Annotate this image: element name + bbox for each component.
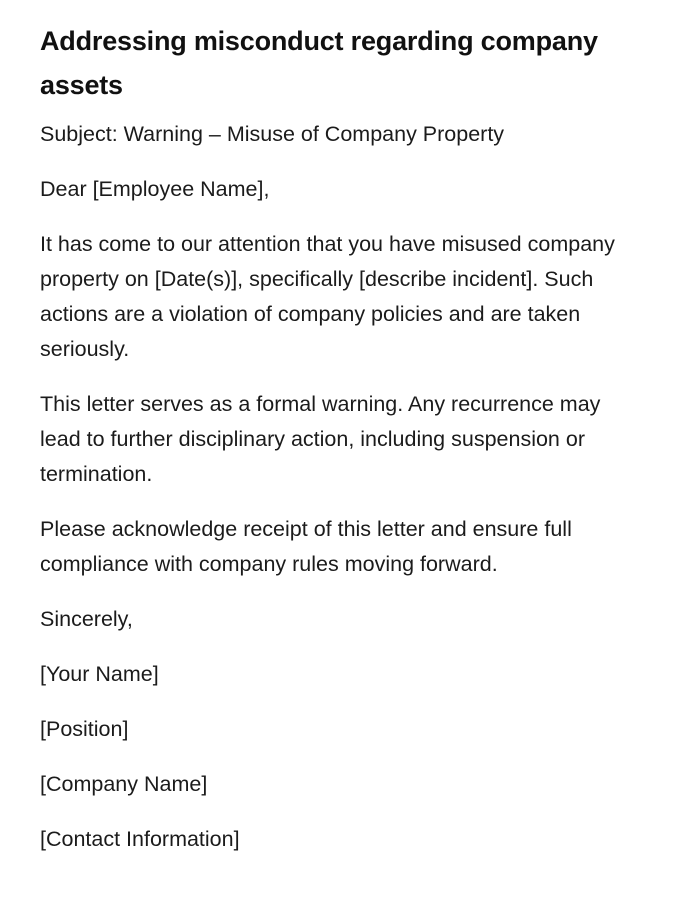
salutation: Dear [Employee Name], xyxy=(40,177,270,201)
body-paragraph-3: Please acknowledge receipt of this letter and ensure full compliance with company rules moving forward. xyxy=(40,517,572,576)
signature-line-position: [Position] xyxy=(40,717,129,741)
signature-line-contact-information: [Contact Information] xyxy=(40,827,240,851)
signature-line-your-name: [Your Name] xyxy=(40,662,159,686)
subject-line: Subject: Warning – Misuse of Company Property xyxy=(40,122,505,146)
body-paragraph-2: This letter serves as a formal warning. Any recurrence may lead to further disciplinary action, including suspension or termination. xyxy=(40,392,601,486)
signature-line-company-name: [Company Name] xyxy=(40,772,208,796)
page-title: Addressing misconduct regarding company assets xyxy=(40,26,598,100)
closing: Sincerely, xyxy=(40,607,133,631)
body-paragraph-1: It has come to our attention that you have misused company property on [Date(s)], specifically [describe incident]. Such actions are a violation of company policies and are taken seriously. xyxy=(40,232,615,361)
